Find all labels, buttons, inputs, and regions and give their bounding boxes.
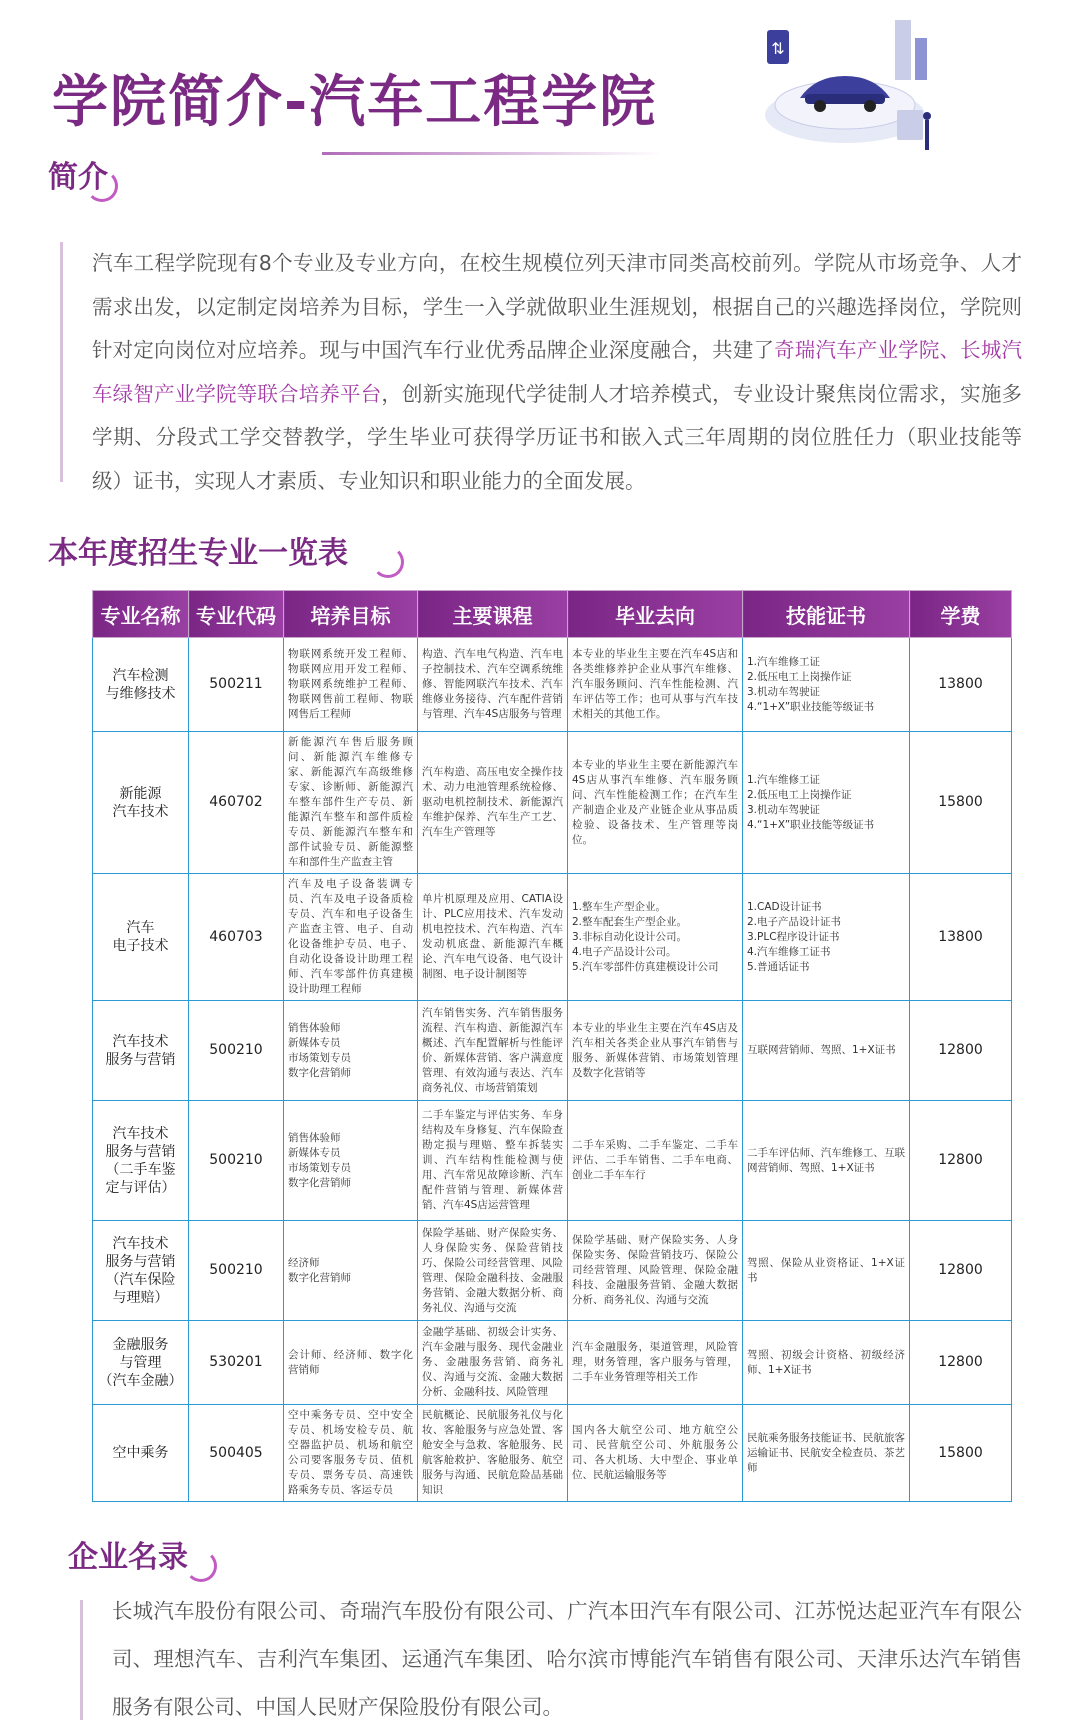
table-row: [93, 874, 1012, 1001]
major-code: 530201: [189, 1321, 284, 1405]
major-dest: 1.整车生产型企业。 2.整车配套生产型企业。 3.非标自动化设计公司。 4.电子产品设计公司。 5.汽车零部件仿真建模设计公司: [568, 874, 743, 1001]
major-cert: 1.汽车维修工证 2.低压电工上岗操作证 3.机动车驾驶证 4.“1+X”职业技能等级证书: [743, 732, 910, 874]
major-code: 500405: [189, 1405, 284, 1502]
major-fee: 12800: [910, 1221, 1012, 1321]
col-header-course: 主要课程: [418, 591, 568, 638]
svg-text:⇅: ⇅: [771, 39, 785, 58]
major-course: 保险学基础、财产保险实务、人身保险实务、保险营销技巧、保险公司经营管理、风险管理、保险金融科技、金融服务营销、金融大数据分析、商务礼仪、沟通与交流: [418, 1221, 568, 1321]
major-goal: 新能源汽车售后服务顾问、新能源汽车维修专家、新能源汽车高级维修专家、诊断师、新能源汽车整车部件生产专员、新能源汽车整车和部件质检专员、新能源汽车整车和部件试验专员、新能源整车和部件生产监查主管: [284, 732, 418, 874]
major-code: 500210: [189, 1101, 284, 1221]
car-tech-illustration: [745, 10, 945, 160]
major-dest: 保险学基础、财产保险实务、人身保险实务、保险营销技巧、保险公司经营管理、风险管理、保险金融科技、金融服务营销、金融大数据分析、商务礼仪、沟通与交流: [568, 1221, 743, 1321]
major-cert: 民航乘务服务技能证书、民航旅客运输证书、民航安全检查员、茶艺师: [743, 1405, 910, 1502]
major-fee: 13800: [910, 874, 1012, 1001]
major-cert: 二手车评估师、汽车维修工、互联网营销师、驾照、1+X证书: [743, 1101, 910, 1221]
col-header-code: 专业代码: [189, 591, 284, 638]
companies-list: 长城汽车股份有限公司、奇瑞汽车股份有限公司、广汽本田汽车有限公司、江苏悦达起亚汽车有限公司、理想汽车、吉利汽车集团、运通汽车集团、哈尔滨市博能汽车销售有限公司、天津乐达汽车销售服务有限公司、中国人民财产保险股份有限公司。: [112, 1599, 1022, 1719]
col-header-dest: 毕业去向: [568, 591, 743, 638]
table-row: [93, 638, 1012, 732]
major-dest: 本专业的毕业生主要在汽车4S店和各类维修养护企业从事汽车维修、汽车服务顾问、汽车性能检测、汽车评估等工作；也可从事与汽车技术相关的其他工作。: [568, 638, 743, 732]
table-heading: 本年度招生专业一览表: [48, 536, 348, 571]
major-name: 汽车 电子技术: [93, 874, 189, 1001]
major-code: 500210: [189, 1221, 284, 1321]
heading-swirl-icon: [185, 1550, 217, 1582]
major-dest: 本专业的毕业生主要在新能源汽车4S店从事汽车维修、汽车服务顾问、汽车性能检测工作；在汽车生产制造企业及产业链企业从事品质检验、设备技术、生产管理等岗位。: [568, 732, 743, 874]
table-row: [93, 732, 1012, 874]
col-header-cert: 技能证书: [743, 591, 910, 638]
major-goal: 销售体验师 新媒体专员 市场策划专员 数字化营销师: [284, 1101, 418, 1221]
major-name: 金融服务 与管理 （汽车金融）: [93, 1321, 189, 1405]
major-course: 汽车构造、高压电安全操作技术、动力电池管理系统检修、驱动电机控制技术、新能源汽车维护保养、汽车生产工艺、汽车生产管理等: [418, 732, 568, 874]
major-fee: 15800: [910, 732, 1012, 874]
major-dest: 国内各大航空公司、地方航空公司、民营航空公司、外航服务公司、各大机场、大中型企、事业单位、民航运输服务等: [568, 1405, 743, 1502]
major-code: 500210: [189, 1001, 284, 1101]
table-row: [93, 1101, 1012, 1221]
major-cert: 驾照、保险从业资格证、1+X证书: [743, 1221, 910, 1321]
companies-heading: 企业名录: [68, 1540, 188, 1575]
intro-heading: 简介: [48, 160, 108, 195]
major-fee: 13800: [910, 638, 1012, 732]
major-cert: 驾照、初级会计资格、初级经济师、1+X证书: [743, 1321, 910, 1405]
major-course: 民航概论、民航服务礼仪与化妆、客舱服务与应急处置、客舱安全与急救、客舱服务、民航客舱救护、客舱服务、航空服务与沟通、民航危险品基础知识: [418, 1405, 568, 1502]
table-row: [93, 1001, 1012, 1101]
col-header-goal: 培养目标: [284, 591, 418, 638]
major-fee: 15800: [910, 1405, 1012, 1502]
major-goal: 空中乘务专员、空中安全专员、机场安检专员、航空器监护员、机场和航空公司要客服务专员、值机专员、票务专员、高速铁路乘务专员、客运专员: [284, 1405, 418, 1502]
majors-table: [92, 590, 1012, 1502]
major-fee: 12800: [910, 1001, 1012, 1101]
col-header-fee: 学费: [910, 591, 1012, 638]
major-dest: 汽车金融服务，渠道管理，风险管理，财务管理，客户服务与管理，二手车业务管理等相关工作: [568, 1321, 743, 1405]
major-name: 汽车技术 服务与营销 （二手车鉴 定与评估）: [93, 1101, 189, 1221]
major-dest: 本专业的毕业生主要在汽车4S店及汽车相关各类企业从事汽车销售与服务、新媒体营销、市场策划管理及数字化营销等: [568, 1001, 743, 1101]
major-goal: 物联网系统开发工程师、物联网应用开发工程师、物联网系统维护工程师、物联网售前工程师、物联网售后工程师: [284, 638, 418, 732]
major-goal: 会计师、经济师、数字化营销师: [284, 1321, 418, 1405]
major-course: 单片机原理及应用、CATIA设计、PLC应用技术、汽车发动机电控技术、汽车构造、汽车发动机底盘、新能源汽车概论、汽车电气设备、电气设计制图、电子设计制图等: [418, 874, 568, 1001]
major-name: 汽车技术 服务与营销 （汽车保险 与理赔）: [93, 1221, 189, 1321]
major-fee: 12800: [910, 1321, 1012, 1405]
major-cert: 1.CAD设计证书 2.电子产品设计证书 3.PLC程序设计证书 4.汽车维修工证书 5.普通话证书: [743, 874, 910, 1001]
major-course: 二手车鉴定与评估实务、车身结构及车身修复、汽车保险查勘定损与理赔、整车拆装实训、汽车结构性能检测与使用、汽车常见故障诊断、汽车配件营销与管理、新媒体营销、汽车4S店运营管理: [418, 1101, 568, 1221]
table-row: [93, 1321, 1012, 1405]
major-goal: 汽车及电子设备装调专员、汽车及电子设备质检专员、汽车和电子设备生产监查主管、电子、自动化设备维护专员、电子、自动化设备设计助理工程师、汽车零部件仿真建模设计助理工程师: [284, 874, 418, 1001]
page-title: 学院简介-汽车工程学院: [52, 70, 658, 135]
heading-swirl-icon: [86, 170, 118, 202]
col-header-name: 专业名称: [93, 591, 189, 638]
table-row: [93, 1405, 1012, 1502]
major-code: 460702: [189, 732, 284, 874]
major-dest: 二手车采购、二手车鉴定、二手车评估、二手车销售、二手车电商、创业二手车车行: [568, 1101, 743, 1221]
table-row: [93, 1221, 1012, 1321]
major-course: 构造、汽车电气构造、汽车电子控制技术、汽车空调系统维修、智能网联汽车技术、汽车维修业务接待、汽车配件营销与管理、汽车4S店服务与管理: [418, 638, 568, 732]
major-name: 汽车技术 服务与营销: [93, 1001, 189, 1101]
title-underline: [322, 152, 662, 155]
major-course: 金融学基础、初级会计实务、汽车金融与服务、现代金融业务、金融服务营销、商务礼仪、沟通与交流、金融大数据分析、金融科技、风险管理: [418, 1321, 568, 1405]
intro-paragraph: 汽车工程学院现有8个专业及专业方向，在校生规模位列天津市同类高校前列。学院从市场竞争、人才需求出发，以定制定岗培养为目标，学生一入学就做职业生涯规划，根据自己的兴趣选择岗位，学院则针对定向岗位对应培养。现与中国汽车行业优秀品牌企业深度融合，共建了奇瑞汽车产业学院、长城汽车绿智产业学院等联合培养平台，创新实施现代学徒制人才培养模式，专业设计聚焦岗位需求，实施多学期、分段式工学交替教学，学生毕业可获得学历证书和嵌入式三年周期的岗位胜任力（职业技能等级）证书，实现人才素质、专业知识和职业能力的全面发展。: [92, 251, 1023, 493]
heading-swirl-icon: [372, 546, 404, 578]
intro-highlight: 奇瑞汽车产业学院、长城汽车绿智产业学院等联合培养平台: [92, 338, 1022, 406]
major-code: 460703: [189, 874, 284, 1001]
major-name: 汽车检测 与维修技术: [93, 638, 189, 732]
major-fee: 12800: [910, 1101, 1012, 1221]
intro-divider: [60, 242, 63, 482]
major-cert: 互联网营销师、驾照、1+X证书: [743, 1001, 910, 1101]
major-name: 新能源 汽车技术: [93, 732, 189, 874]
major-cert: 1.汽车维修工证 2.低压电工上岗操作证 3.机动车驾驶证 4.“1+X”职业技能等级证书: [743, 638, 910, 732]
major-code: 500211: [189, 638, 284, 732]
major-goal: 经济师 数字化营销师: [284, 1221, 418, 1321]
table-header-row: [93, 591, 1012, 638]
major-name: 空中乘务: [93, 1405, 189, 1502]
major-course: 汽车销售实务、汽车销售服务流程、汽车构造、新能源汽车概述、汽车配置解析与性能评价、新媒体营销、客户满意度管理、有效沟通与表达、汽车商务礼仪、市场营销策划: [418, 1001, 568, 1101]
companies-divider: [80, 1600, 83, 1720]
major-goal: 销售体验师 新媒体专员 市场策划专员 数字化营销师: [284, 1001, 418, 1101]
